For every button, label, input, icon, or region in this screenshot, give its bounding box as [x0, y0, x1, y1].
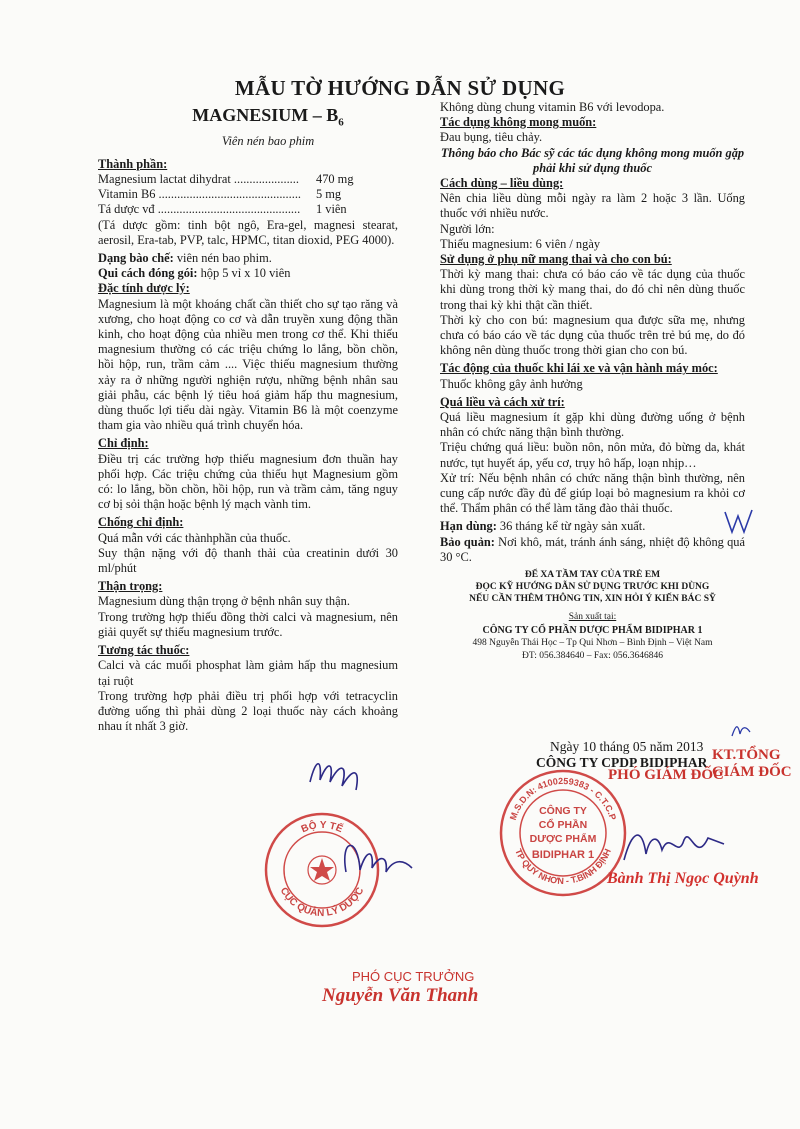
indications-text: Điều trị các trường hợp thiếu magnesium đơn thuần hay phối hợp. Các triệu chứng của thiếu hụt Magnesium gồm có: lo lắng, bồn chồn, hồi hộp, run và trầm cảm, tăng nguy cơ bị sỏi thận hoặc bệnh lý mạch vành tim. [98, 451, 398, 512]
interaction-item: Calci và các muối phosphat làm giảm hấp thu magnesium tại ruột [98, 658, 398, 688]
svg-text:TP QUY NHƠN - T.BÌNH ĐỊNH: TP QUY NHƠN - T.BÌNH ĐỊNH [513, 847, 613, 887]
warning-line: ĐỌC KỸ HƯỚNG DẪN SỬ DỤNG TRƯỚC KHI DÙNG [475, 582, 710, 593]
manufacturer-address: 498 Nguyễn Thái Học – Tp Qui Nhơn – Bình Định – Việt Nam [472, 638, 713, 649]
contraindication-item: Quá mẫn với các thànhphần của thuốc. [98, 530, 291, 545]
svg-text:CỤC QUẢN LÝ DƯỢC: CỤC QUẢN LÝ DƯỢC [277, 885, 367, 920]
interaction-item: Trong trường hợp phải điều trị phối hợp với tetracyclin đường uống thì phải dùng 2 loại thuốc này cách khoảng nhau ít nhất 3 giờ. [98, 688, 398, 734]
manufacturer-block [440, 611, 745, 663]
adult-dose: Thiếu magnesium: 6 viên / ngày [440, 236, 601, 251]
pharmacology-text: Magnesium là một khoáng chất cần thiết cho sự tạo răng và xương, cho hoạt động co cơ và dẫn truyền xung động thần kinh, cho hoạt động của nhiều men trong cơ thể. Khi thiếu magnesium thường có các triệu chứng lo lắng, bồn chồn, hồi hộp, run, trầm cảm .... Việc thiếu magnesium thường xảy ra ở những người nghiện rượu, những bệnh nhân sau giải phẫu, các bệnh lý tiêu hoá giảm hấp thu magnesium, dùng thuốc lợi tiểu dài ngày. Vitamin B6 là một coenzyme tham gia vào nhiều quá trình chuyển hóa. [98, 296, 398, 433]
excipients-text: (Tá dược gồm: tinh bột ngô, Era-gel, magnesi stearat, aerosil, Era-tab, PVP, talc, HPMC, titan dioxid, PEG 4000). [98, 217, 398, 247]
packaging: Qui cách đóng gói: hộp 5 vỉ x 10 viên [98, 266, 291, 281]
notify-doctor-note: Thông báo cho Bác sỹ các tác dụng không mong muốn gặp phải khi sử dụng thuốc [440, 145, 745, 175]
manufacturer-label: Sản xuất tại: [568, 612, 617, 623]
adult-label: Người lớn: [440, 221, 495, 236]
svg-text:CÔNG TY: CÔNG TY [539, 805, 587, 817]
product-form: Viên nén bao phim [221, 133, 315, 148]
levodopa-note: Không dùng chung vitamin B6 với levodopa. [440, 100, 665, 114]
handwritten-mark [722, 508, 756, 536]
dosage-form: Dạng bào chế: viên nén bao phim. [98, 251, 272, 266]
precaution-item: Magnesium dùng thận trọng ở bệnh nhân suy thận. [98, 594, 350, 609]
indications-heading: Chỉ định: [98, 436, 149, 451]
dosage-heading: Cách dùng – liều dùng: [440, 176, 564, 191]
manufacturer-phone: ĐT: 056.384640 – Fax: 056.3646846 [522, 651, 663, 662]
adverse-heading: Tác dụng không mong muốn: [440, 115, 597, 130]
composition-heading: Thành phần: [98, 156, 168, 171]
product-name: MAGNESIUM – $B_6$ [192, 105, 344, 129]
signer-name-vice-director: Bành Thị Ngọc Quỳnh [607, 870, 759, 887]
composition-row: Magnesium lactat dihydrat ..................... 470 mg [98, 172, 354, 186]
left-column [98, 104, 398, 734]
representative-title: KT.TỔNG GIÁM ĐỐC [712, 747, 792, 780]
composition-row: Tá dược vđ .............................................. 1 viên [98, 202, 347, 217]
document-title: MẪU TỜ HƯỚNG DẪN SỬ DỤNG [234, 76, 566, 100]
issue-date: Ngày 10 tháng 05 năm 2013 [550, 739, 704, 754]
authority-title: PHÓ CỤC TRƯỞNG [352, 969, 475, 984]
precautions-heading: Thận trọng: [98, 579, 163, 594]
lactation-text: Thời kỳ cho con bú: magnesium qua được sữa mẹ, nhưng chưa có báo cáo về tác dụng của thuốc trên trẻ bú mẹ, do đó không nên dùng thuốc trong thời gian cho con bú. [440, 312, 745, 358]
svg-text:BIDIPHAR 1: BIDIPHAR 1 [531, 849, 595, 861]
right-column [440, 100, 745, 663]
driving-text: Thuốc không gây ảnh hưởng [440, 376, 583, 391]
manufacturer-name: CÔNG TY CỔ PHẦN DƯỢC PHẨM BIDIPHAR 1 [482, 625, 703, 637]
company-signature-line: CÔNG TY CPDP BIDIPHAR [536, 755, 708, 770]
warning-line: NẾU CẦN THÊM THÔNG TIN, XIN HỎI Ý KIẾN BÁC SỸ [469, 594, 716, 605]
pregnancy-heading: Sử dụng ở phụ nữ mang thai và cho con bú: [440, 252, 672, 267]
adverse-text: Đau bụng, tiêu chảy. [440, 130, 543, 145]
svg-text:DƯỢC PHẨM: DƯỢC PHẨM [529, 833, 597, 845]
interactions-heading: Tương tác thuốc: [98, 643, 190, 658]
composition-row: Vitamin B6 .............................................. 5 mg [98, 187, 342, 202]
signer-name-deputy-head: Nguyễn Văn Thanh [322, 985, 479, 1006]
svg-text:CỔ PHẦN: CỔ PHẦN [538, 819, 588, 831]
precaution-item: Trong trường hợp thiếu đồng thời calci và magnesium, nên giải quyết sự thiếu magnesium trước. [98, 609, 398, 639]
vice-director-title: PHÓ GIÁM ĐỐC [608, 767, 724, 783]
signature-vice-director [620, 820, 730, 876]
contraindication-item: Suy thận nặng với độ thanh thải của creatinin dưới 30 ml/phút [98, 545, 398, 576]
signature-deputy-head [300, 752, 440, 902]
pharmacology-heading: Đặc tính dược lý: [98, 281, 190, 296]
handwritten-mark [730, 722, 752, 740]
svg-text:M.S.D.N: 4100259383 - C.T.C.P: M.S.D.N: 4100259383 - C.T.C.P [507, 775, 619, 822]
svg-text:BỘ Y TẾ: BỘ Y TẾ [299, 819, 345, 836]
driving-heading: Tác động của thuốc khi lái xe và vận hành máy móc: [440, 361, 718, 376]
overdose-treatment: Xử trí: Nếu bệnh nhân có chức năng thận bình thường, nên cung cấp nước đầy đủ để giúp loại bỏ magnesium ra khỏi cơ thể. Thẩm phân có thể làm tăng đào thải thuốc. [440, 470, 745, 516]
contraindications-heading: Chống chỉ định: [98, 515, 184, 530]
warning-line: ĐỂ XA TẦM TAY CỦA TRẺ EM [524, 570, 661, 581]
expiry: Hạn dùng: 36 tháng kể từ ngày sản xuất. [440, 519, 646, 534]
dosage-text: Nên chia liều dùng mỗi ngày ra làm 2 hoặc 3 lần. Uống thuốc với nhiều nước. [440, 191, 745, 221]
overdose-text: Quá liều magnesium ít gặp khi dùng đường uống ở bệnh nhân có chức năng thận bình thường. [440, 410, 745, 440]
storage: Bảo quản: Nơi khô, mát, tránh ánh sáng, nhiệt độ không quá 30 °C. [440, 534, 745, 564]
overdose-symptoms: Triệu chứng quá liều: buồn nôn, nôn mửa, đỏ bừng da, khát nước, tụt huyết áp, yếu cơ, trụy hô hấp, loạn nhịp… [440, 440, 745, 470]
overdose-heading: Quá liều và cách xử trí: [440, 394, 565, 409]
warning-block [440, 569, 745, 605]
pregnancy-text: Thời kỳ mang thai: chưa có báo cáo về tác dụng của thuốc khi dùng trong thời kỳ mang thai, do đó chỉ nên dùng thuốc trong thai kỳ khi thật cần thiết. [440, 267, 745, 312]
